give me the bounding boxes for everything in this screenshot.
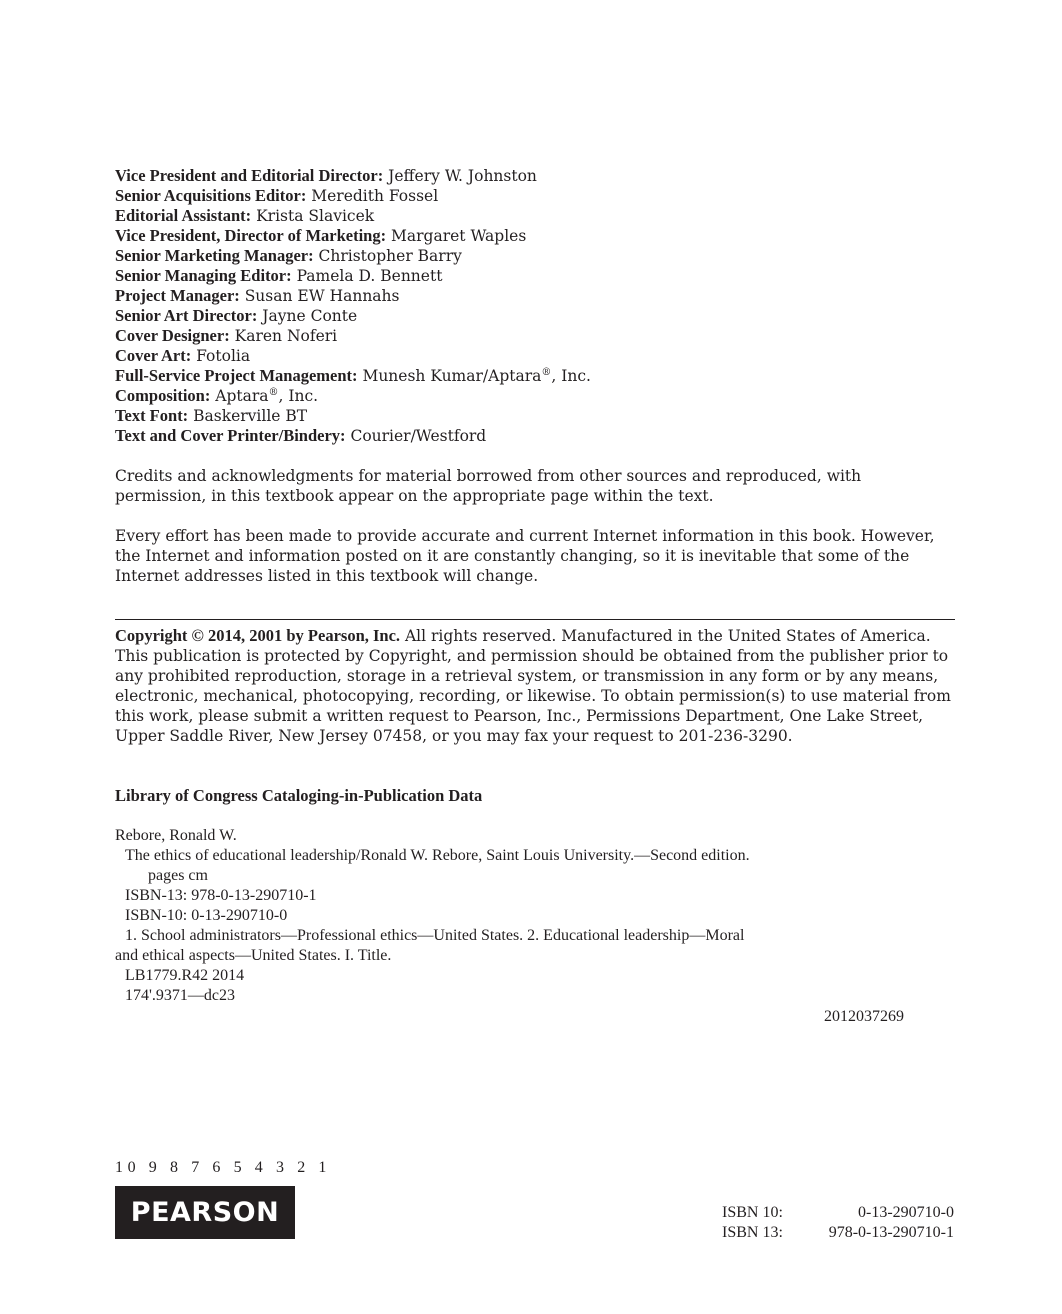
isbn13-label: ISBN 13: bbox=[722, 1224, 783, 1241]
pearson-logo-text: PEARSON bbox=[130, 1197, 280, 1228]
isbn10-row bbox=[722, 1203, 954, 1223]
credit-label: Project Manager: bbox=[115, 286, 240, 305]
credit-label: Full-Service Project Management: bbox=[115, 366, 358, 385]
lccn-number: 2012037269 bbox=[824, 1008, 904, 1025]
internet-disclaimer-paragraph: Every effort has been made to provide accurate and current Internet information in this book. However, the Internet and information posted on it are constantly changing, so it is inevitable that some of the Internet addresses listed in this textbook will change. bbox=[115, 527, 935, 585]
credits-list bbox=[115, 166, 955, 446]
cip-isbn13: ISBN-13: 978-0-13-290710-1 bbox=[125, 887, 317, 904]
credit-value: Christopher Barry bbox=[313, 247, 462, 265]
credit-value: Munesh Kumar/Aptara bbox=[357, 367, 542, 385]
credit-value: Jayne Conte bbox=[257, 307, 358, 325]
credit-label: Vice President and Editorial Director: bbox=[115, 166, 384, 185]
credit-line bbox=[115, 346, 955, 366]
cip-subjects: 1. School administrators—Professional ethics—United States. 2. Educational leadership—Moral bbox=[125, 927, 745, 944]
credit-line bbox=[115, 266, 955, 286]
credit-line bbox=[115, 286, 955, 306]
credit-value: Susan EW Hannahs bbox=[239, 287, 400, 305]
credit-line bbox=[115, 426, 955, 446]
credit-label: Text and Cover Printer/Bindery: bbox=[115, 426, 346, 445]
credit-value: Margaret Waples bbox=[386, 227, 527, 245]
credit-line bbox=[115, 226, 955, 246]
isbn13-row bbox=[722, 1223, 954, 1243]
credit-line bbox=[115, 386, 955, 406]
isbn10-value: 0-13-290710-0 bbox=[858, 1204, 954, 1221]
registered-mark: ® bbox=[268, 386, 279, 398]
credit-value-tail: , Inc. bbox=[551, 367, 591, 385]
credit-line bbox=[115, 326, 955, 346]
credit-label: Cover Designer: bbox=[115, 326, 230, 345]
copyright-notice bbox=[115, 626, 955, 746]
credit-value: Pamela D. Bennett bbox=[291, 267, 443, 285]
credit-value: Baskerville BT bbox=[188, 407, 308, 425]
cip-isbn10: ISBN-10: 0-13-290710-0 bbox=[125, 907, 288, 924]
printing-line: 10 9 8 7 6 5 4 3 2 1 bbox=[115, 1159, 331, 1176]
copyright-text: All rights reserved. Manufactured in the United States of America. This publication is protected by Copyright, and permission should be obtained from the publisher prior to any prohibited reproduction, storage in a retrieval system, or transmission in any form or by any means, electronic, mechanical, photocopying, recording, or likewise. To obtain permission(s) to use material from this work, please submit a written request to Pearson, Inc., Permissions Department, One Lake Street, Upper Saddle River, New Jersey 07458, or you may fax your request to 201-236-3290. bbox=[115, 627, 951, 745]
credit-line bbox=[115, 166, 955, 186]
cip-heading: Library of Congress Cataloging-in-Publication Data bbox=[115, 786, 483, 805]
credit-label: Senior Art Director: bbox=[115, 306, 258, 325]
credit-line bbox=[115, 186, 955, 206]
credit-value: Meredith Fossel bbox=[306, 187, 439, 205]
isbn-block bbox=[722, 1203, 954, 1243]
isbn10-label: ISBN 10: bbox=[722, 1204, 783, 1221]
cip-lc-call-number: LB1779.R42 2014 bbox=[125, 967, 245, 984]
credit-value: Fotolia bbox=[191, 347, 251, 365]
cip-data-block bbox=[115, 826, 955, 1006]
credit-value: Jeffery W. Johnston bbox=[383, 167, 537, 185]
credit-line bbox=[115, 366, 955, 386]
cip-pages: pages cm bbox=[148, 867, 208, 884]
credit-line bbox=[115, 246, 955, 266]
credit-value: Karen Noferi bbox=[229, 327, 338, 345]
credit-value: Courier/Westford bbox=[345, 427, 487, 445]
cip-subjects-continued: and ethical aspects—United States. I. Title. bbox=[115, 947, 392, 964]
cip-title: The ethics of educational leadership/Ronald W. Rebore, Saint Louis University.—Second edition. bbox=[125, 847, 750, 864]
credit-label: Composition: bbox=[115, 386, 211, 405]
copyright-label: Copyright © 2014, 2001 by Pearson, Inc. bbox=[115, 626, 401, 645]
cip-author: Rebore, Ronald W. bbox=[115, 827, 237, 844]
pearson-logo bbox=[115, 1186, 295, 1239]
isbn13-value: 978-0-13-290710-1 bbox=[828, 1224, 954, 1241]
credit-label: Senior Marketing Manager: bbox=[115, 246, 314, 265]
credit-value-tail: , Inc. bbox=[278, 387, 319, 405]
cip-dewey-number: 174'.9371—dc23 bbox=[125, 987, 235, 1004]
section-divider bbox=[115, 619, 955, 620]
credit-label: Senior Managing Editor: bbox=[115, 266, 292, 285]
credit-label: Senior Acquisitions Editor: bbox=[115, 186, 307, 205]
credit-label: Vice President, Director of Marketing: bbox=[115, 226, 387, 245]
credit-value: Krista Slavicek bbox=[251, 207, 375, 225]
registered-mark: ® bbox=[541, 366, 552, 378]
credit-line bbox=[115, 206, 955, 226]
credit-label: Editorial Assistant: bbox=[115, 206, 252, 225]
credit-value: Aptara bbox=[210, 387, 269, 405]
credit-line bbox=[115, 406, 955, 426]
acknowledgments-paragraph: Credits and acknowledgments for material borrowed from other sources and reproduced, with permission, in this textbook appear on the appropriate page within the text. bbox=[115, 467, 862, 505]
credit-line bbox=[115, 306, 955, 326]
credit-label: Text Font: bbox=[115, 406, 189, 425]
credit-label: Cover Art: bbox=[115, 346, 192, 365]
